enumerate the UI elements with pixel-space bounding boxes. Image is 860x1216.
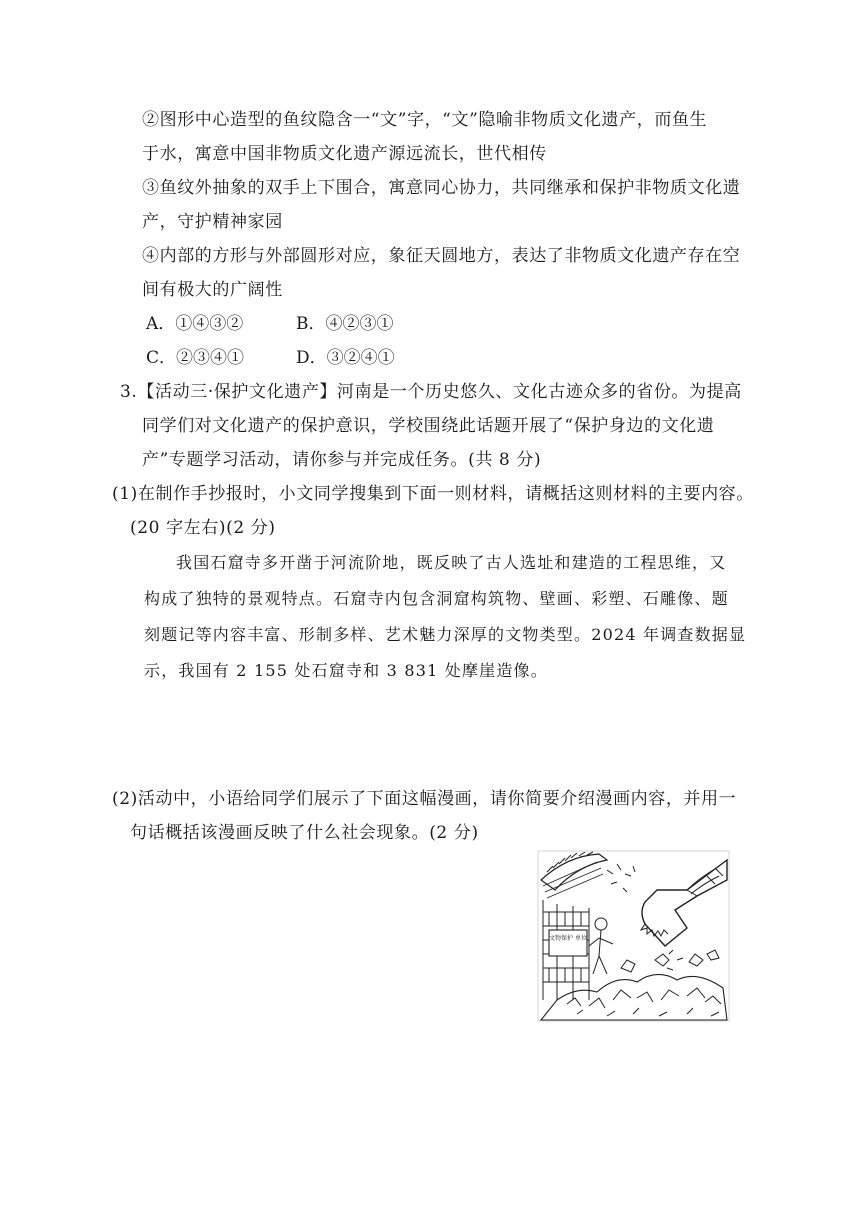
- passage-line-2: 构成了独特的景观特点。石窟寺内包含洞窟构筑物、壁画、彩塑、石雕像、题: [144, 589, 729, 608]
- q3-stem-line-2: 同学们对文化遗产的保护意识，学校围绕此话题开展了“保护身边的文化遗: [142, 416, 715, 436]
- q3-sub2-line-1: (2)活动中，小语给同学们展示了下面这幅漫画，请你简要介绍漫画内容，并用一: [112, 789, 737, 809]
- q3-sub1-line-1: (1)在制作手抄报时，小文同学搜集到下面一则材料，请概括这则材料的主要内容。: [112, 484, 754, 504]
- q2-item-3-line-2: 产，守护精神家园: [142, 212, 283, 232]
- q2-item-4-line-2: 间有极大的广阔性: [142, 280, 283, 300]
- q2-item-2-line-1: ②图形中心造型的鱼纹隐含一“文”字，“文”隐喻非物质文化遗产，而鱼生: [142, 110, 708, 130]
- heritage-demolition-cartoon: [537, 850, 730, 1022]
- q3-sub2-line-2: 句话概括该漫画反映了什么社会现象。(2 分): [130, 823, 479, 843]
- q3-stem-line-3: 产”专题学习活动，请你参与并完成任务。(共 8 分): [142, 450, 542, 470]
- option-b: B．④②③①: [296, 314, 394, 334]
- option-c: C．②③④①: [146, 348, 245, 368]
- passage-line-4: 示，我国有 2 155 处石窟寺和 3 831 处摩崖造像。: [144, 661, 548, 680]
- option-a: A．①④③②: [146, 314, 244, 334]
- passage-line-1: 我国石窟寺多开凿于河流阶地，既反映了古人选址和建造的工程思维，又: [176, 553, 727, 572]
- q3-stem-line-1: 3.【活动三·保护文化遗产】河南是一个历史悠久、文化古迹众多的省份。为提高: [120, 382, 742, 402]
- option-d: D．③②④①: [296, 348, 395, 368]
- q2-item-3-line-1: ③鱼纹外抽象的双手上下围合，寓意同心协力，共同继承和保护非物质文化遗: [142, 178, 741, 198]
- cartoon-sign-text: 文物保护 单位: [549, 935, 587, 942]
- q2-item-2-line-2: 于水，寓意中国非物质文化遗产源远流长，世代相传: [142, 144, 547, 164]
- passage-line-3: 刻题记等内容丰富、形制多样、艺术魅力深厚的文物类型。2024 年调查数据显: [144, 625, 747, 644]
- q2-item-4-line-1: ④内部的方形与外部圆形对应，象征天圆地方，表达了非物质文化遗产存在空: [142, 246, 741, 266]
- q3-sub1-line-2: (20 字左右)(2 分): [130, 518, 276, 538]
